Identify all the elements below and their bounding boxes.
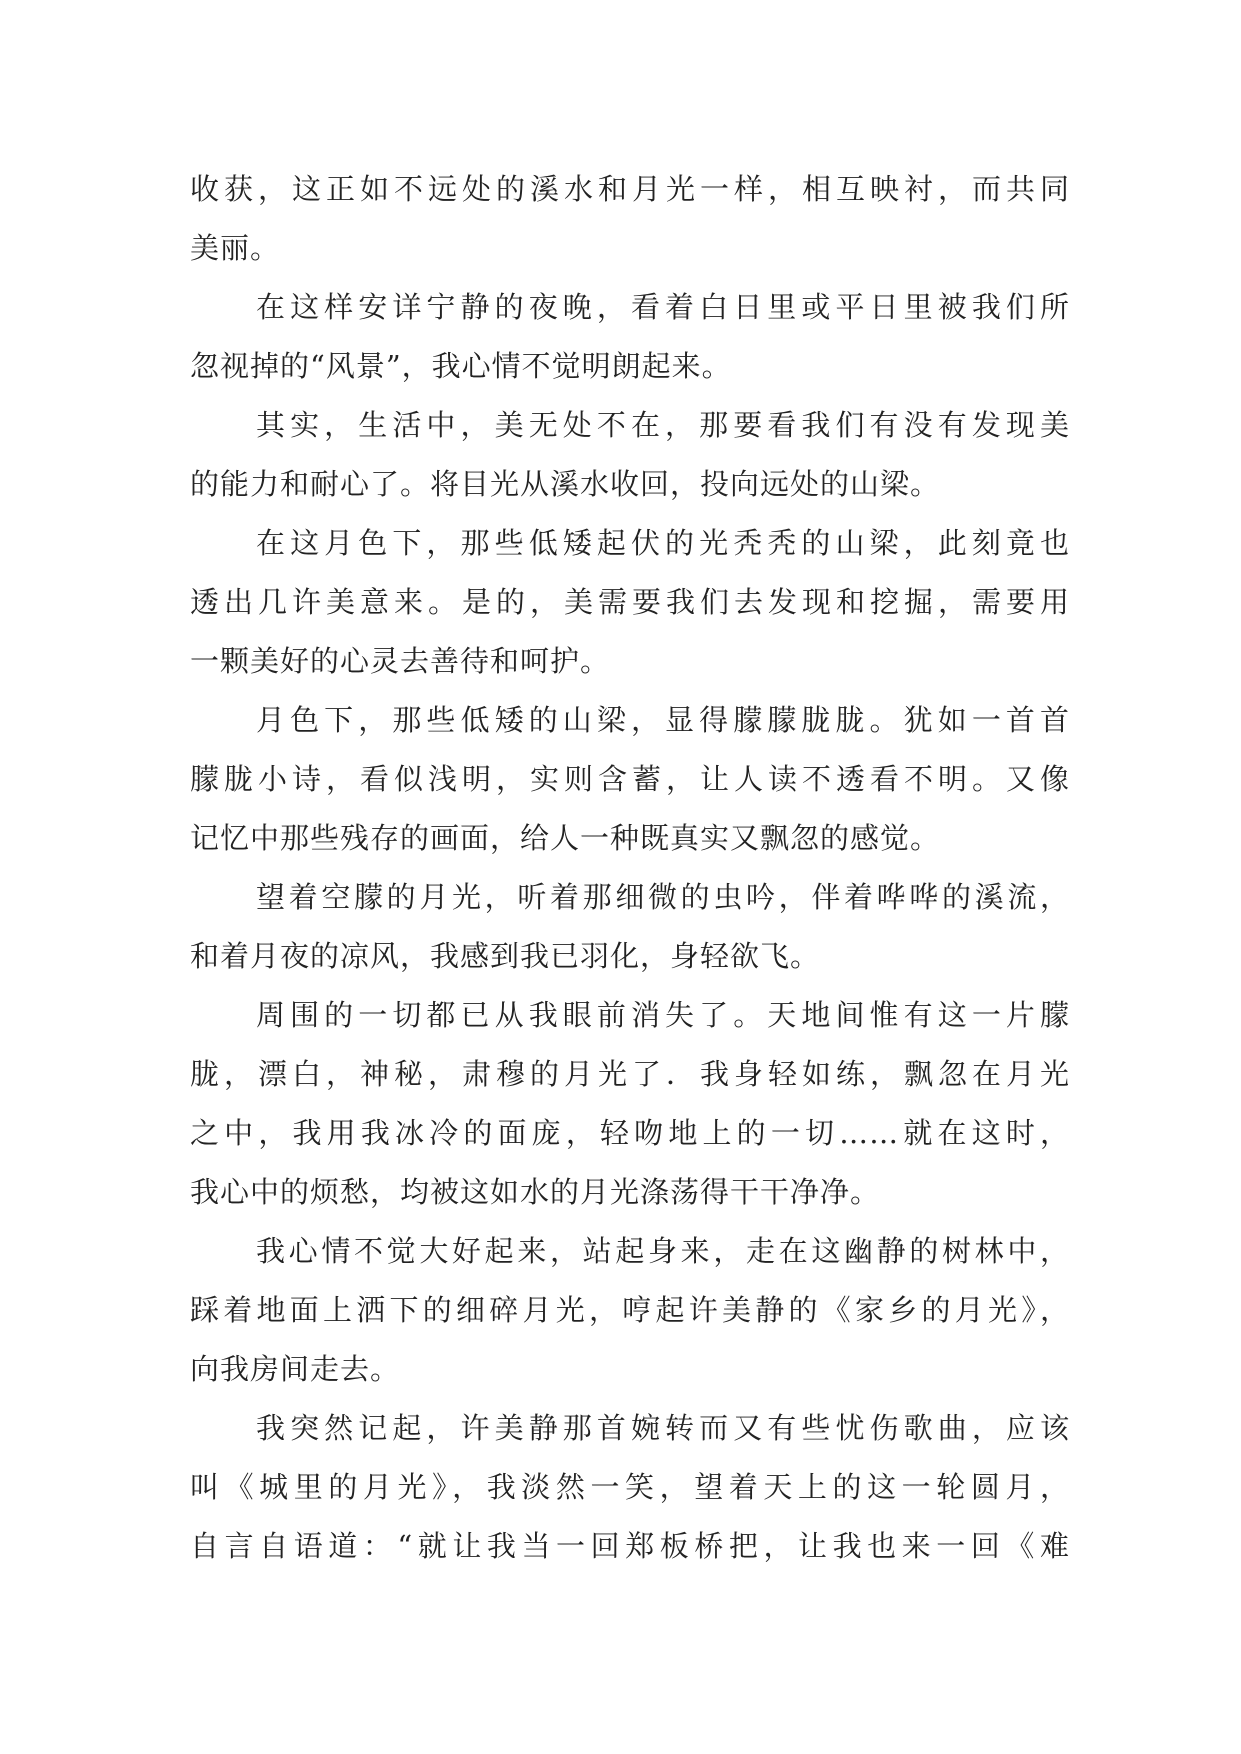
text-line: 和着月夜的凉风，我感到我已羽化，身轻欲飞。 [190,939,821,973]
text-line: 我突然记起，许美静那首婉转而又有些忧伤歌曲，应该 [256,1411,1070,1445]
text-line: 之中，我用我冰冷的面庞，轻吻地上的一切……就在这时， [190,1116,1070,1150]
text-line: 收获，这正如不远处的溪水和月光一样，相互映衬，而共同 [190,172,1070,206]
text-line: 一颗美好的心灵去善待和呵护。 [190,644,611,678]
text-line: 在这样安详宁静的夜晚，看着白日里或平日里被我们所 [256,290,1070,324]
text-line: 自言自语道：“就让我当一回郑板桥把，让我也来一回《难 [190,1529,1070,1563]
text-line: 我心情不觉大好起来，站起身来，走在这幽静的树林中， [256,1234,1070,1268]
text-line: 记忆中那些残存的画面，给人一种既真实又飘忽的感觉。 [190,821,941,855]
text-line: 朦胧小诗，看似浅明，实则含蓄，让人读不透看不明。又像 [190,762,1070,796]
text-line: 忽视掉的“风景”，我心情不觉明朗起来。 [190,349,732,383]
text-line: 踩着地面上洒下的细碎月光，哼起许美静的《家乡的月光》， [190,1293,1070,1327]
text-line: 望着空朦的月光，听着那细微的虫吟，伴着哗哗的溪流， [256,880,1070,914]
text-line: 向我房间走去。 [190,1352,401,1386]
text-line: 周围的一切都已从我眼前消失了。天地间惟有这一片朦 [256,998,1070,1032]
text-line: 叫《城里的月光》，我淡然一笑，望着天上的这一轮圆月， [190,1470,1070,1504]
text-line: 的能力和耐心了。将目光从溪水收回，投向远处的山梁。 [190,467,941,501]
text-line: 透出几许美意来。是的，美需要我们去发现和挖掘，需要用 [190,585,1070,619]
text-line: 月色下，那些低矮的山梁，显得朦朦胧胧。犹如一首首 [256,703,1070,737]
text-line: 我心中的烦愁，均被这如水的月光涤荡得干干净净。 [190,1175,881,1209]
text-line: 其实，生活中，美无处不在，那要看我们有没有发现美 [256,408,1070,442]
body-text [190,160,1070,1576]
text-line: 在这月色下，那些低矮起伏的光秃秃的山梁，此刻竟也 [256,526,1070,560]
text-line: 胧，漂白，神秘，肃穆的月光了．我身轻如练，飘忽在月光 [190,1057,1070,1091]
text-line: 美丽。 [190,231,281,265]
